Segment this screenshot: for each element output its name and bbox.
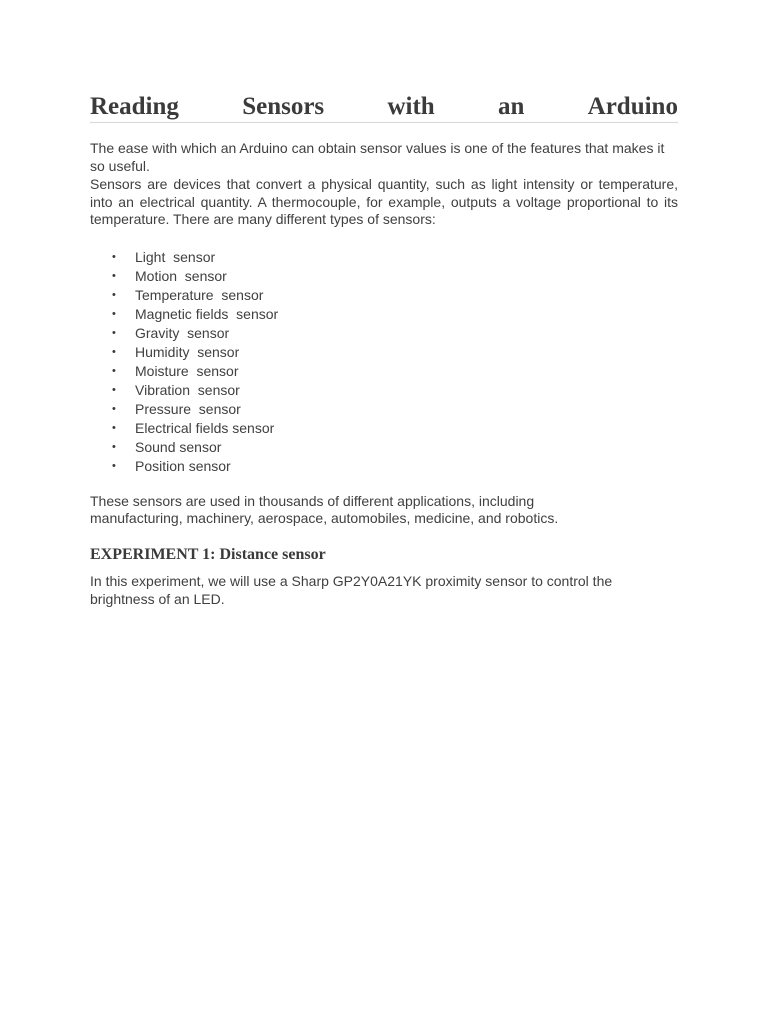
document-page [90, 92, 678, 609]
list-item [90, 438, 678, 457]
list-item [90, 286, 678, 305]
list-item-label: Position sensor [135, 457, 231, 474]
list-item-label: Gravity sensor [135, 324, 230, 341]
bullet-icon: • [112, 383, 116, 396]
list-item-label: Motion sensor [135, 267, 227, 284]
list-item-label: Pressure sensor [135, 400, 241, 417]
title-word: with [387, 93, 435, 120]
list-item [90, 457, 678, 476]
title-word: an [497, 93, 525, 120]
bullet-icon: • [112, 402, 116, 415]
sensors-paragraph: Sensors are devices that convert a physical quantity, such as light intensity or temperature, into an electrical quantity. A thermocouple, for example, outputs a voltage proportional to its temperature. There are many different types of sensors: [90, 176, 678, 227]
bullet-icon: • [112, 440, 116, 453]
title-word: Sensors [242, 93, 325, 120]
list-item-label: Vibration sensor [135, 381, 240, 398]
bullet-icon: • [112, 307, 116, 320]
title-word: Arduino [587, 93, 678, 120]
list-item [90, 419, 678, 438]
list-item [90, 267, 678, 286]
title-word: Reading [90, 93, 179, 120]
list-item [90, 324, 678, 343]
experiment-heading: EXPERIMENT 1: Distance sensor [90, 545, 326, 563]
list-item-label: Magnetic fields sensor [135, 305, 279, 322]
list-item [90, 248, 678, 267]
list-item [90, 305, 678, 324]
list-item-label: Temperature sensor [135, 286, 264, 303]
sensor-list [90, 248, 678, 476]
bullet-icon: • [112, 364, 116, 377]
list-item [90, 381, 678, 400]
bullet-icon: • [112, 288, 116, 301]
list-item [90, 362, 678, 381]
list-item-label: Sound sensor [135, 438, 222, 455]
list-item-label: Electrical fields sensor [135, 419, 275, 436]
list-item-label: Humidity sensor [135, 343, 240, 360]
page-title [90, 92, 678, 123]
experiment-paragraph: In this experiment, we will use a Sharp GP2Y0A21YK proximity sensor to control the brightness of an LED. [90, 572, 613, 607]
list-item [90, 400, 678, 419]
list-item-label: Moisture sensor [135, 362, 239, 379]
bullet-icon: • [112, 269, 116, 282]
list-item-label: Light sensor [135, 248, 216, 265]
list-item [90, 343, 678, 362]
intro-paragraph: The ease with which an Arduino can obtain sensor values is one of the features that makes it so useful. [90, 140, 665, 174]
applications-paragraph: These sensors are used in thousands of different applications, including manufacturing, machinery, aerospace, automobiles, medicine, and robotics. [90, 492, 559, 526]
bullet-icon: • [112, 345, 116, 358]
bullet-icon: • [112, 250, 116, 263]
bullet-icon: • [112, 459, 116, 472]
bullet-icon: • [112, 421, 116, 434]
bullet-icon: • [112, 326, 116, 339]
